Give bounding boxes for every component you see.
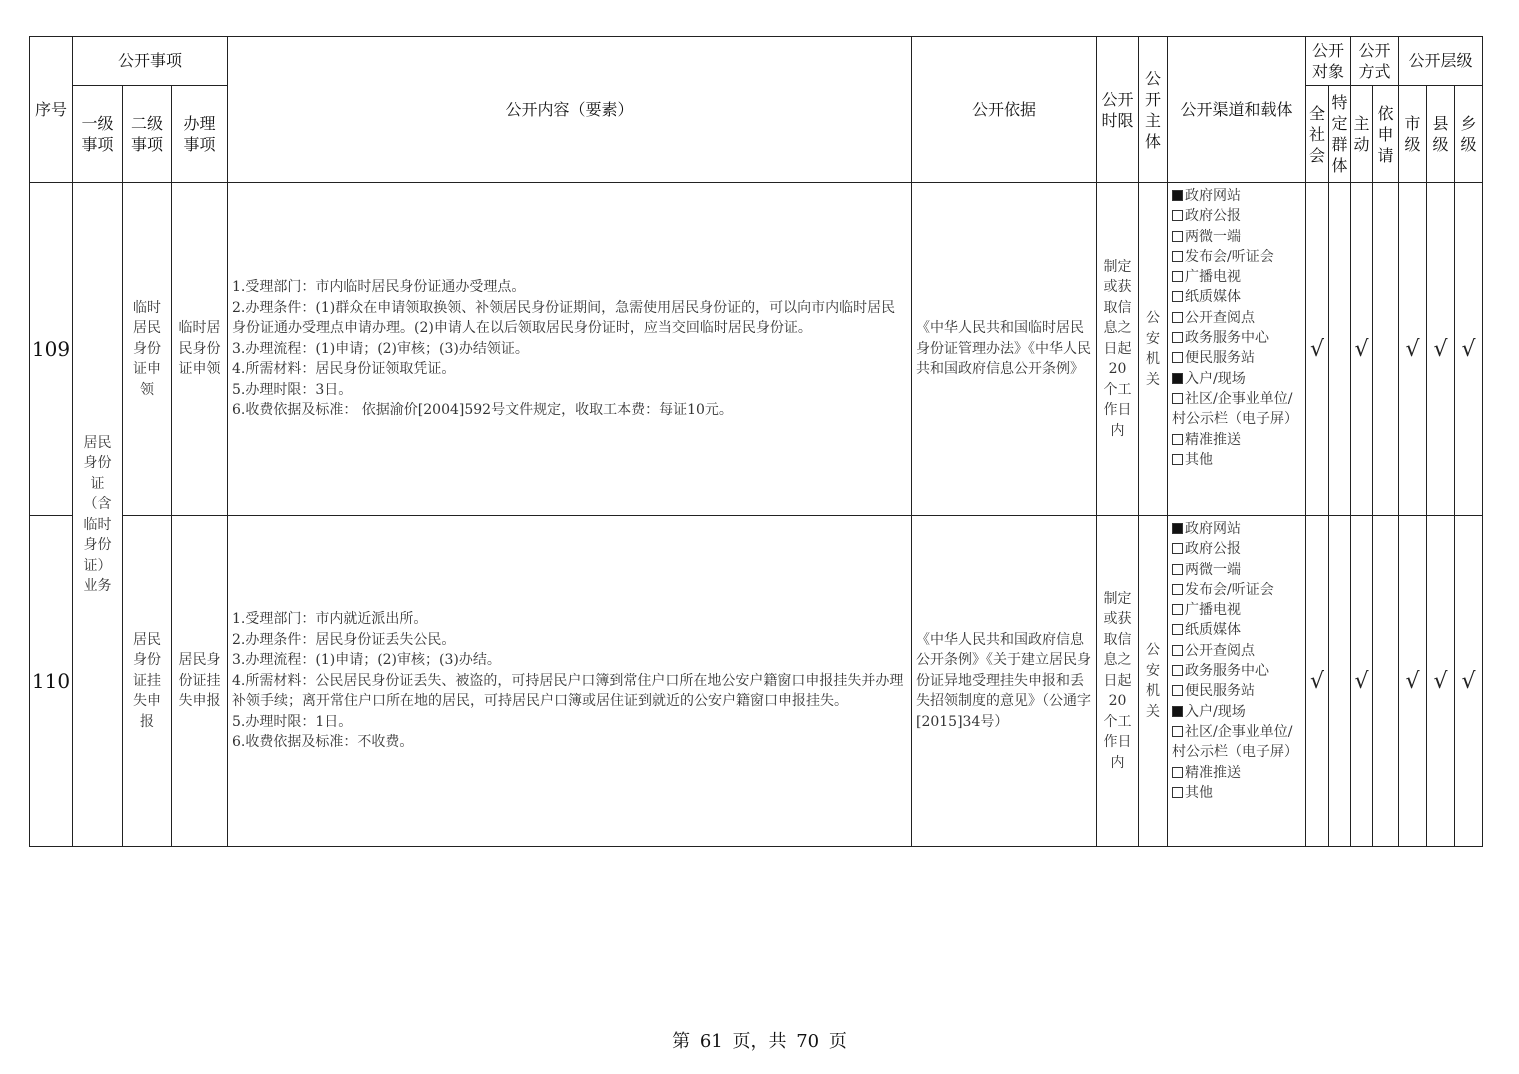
unchecked-box-icon bbox=[1172, 231, 1183, 242]
unchecked-box-icon bbox=[1172, 312, 1183, 323]
channel-item: 政府公报 bbox=[1172, 206, 1301, 226]
content-line: 1.受理部门：市内就近派出所。 bbox=[232, 611, 428, 628]
total-pages: 70 bbox=[796, 1031, 820, 1052]
content-line: 1.受理部门：市内临时居民身份证通办受理点。 bbox=[232, 279, 526, 296]
unchecked-box-icon bbox=[1172, 767, 1183, 778]
level1-cell: 居民身份证（含临时身份证）业务 bbox=[73, 183, 123, 847]
header-level2: 二级事项 bbox=[123, 86, 172, 183]
mark-county: √ bbox=[1427, 516, 1455, 847]
header-level-town: 乡级 bbox=[1455, 86, 1483, 183]
unchecked-box-icon bbox=[1172, 543, 1183, 554]
channel-item: 发布会/听证会 bbox=[1172, 580, 1301, 600]
channel-item: 两微一端 bbox=[1172, 560, 1301, 580]
channel-item: 发布会/听证会 bbox=[1172, 247, 1301, 267]
mark-town: √ bbox=[1455, 183, 1483, 516]
row-seq: 110 bbox=[30, 516, 73, 847]
mark-all: √ bbox=[1306, 516, 1329, 847]
header-time-limit: 公开时限 bbox=[1097, 37, 1139, 183]
header-method-active: 主动 bbox=[1351, 86, 1373, 183]
channel-item: 政府网站 bbox=[1172, 519, 1301, 539]
unchecked-box-icon bbox=[1172, 564, 1183, 575]
unchecked-box-icon bbox=[1172, 332, 1183, 343]
channel-item: 政务服务中心 bbox=[1172, 661, 1301, 681]
channel-item: 社区/企事业单位/村公示栏（电子屏） bbox=[1172, 723, 1298, 761]
channel-item: 入户/现场 bbox=[1172, 369, 1301, 389]
unchecked-box-icon bbox=[1172, 624, 1183, 635]
channel-item: 便民服务站 bbox=[1172, 348, 1301, 368]
content-line: 6.收费依据及标准：不收费。 bbox=[232, 734, 414, 751]
mark-specific bbox=[1329, 516, 1351, 847]
unchecked-box-icon bbox=[1172, 393, 1183, 404]
header-target-specific: 特定群体 bbox=[1329, 86, 1351, 183]
channel-item: 政府公报 bbox=[1172, 539, 1301, 559]
checked-box-icon bbox=[1172, 190, 1183, 201]
mark-specific bbox=[1329, 183, 1351, 516]
time-limit-cell: 制定或获取信息之日起20个工作日内 bbox=[1097, 183, 1139, 516]
header-method: 公开方式 bbox=[1351, 37, 1399, 86]
handle-cell: 居民身份证挂失申报 bbox=[172, 516, 228, 847]
subject-cell: 公安机关 bbox=[1139, 183, 1168, 516]
unchecked-box-icon bbox=[1172, 251, 1183, 262]
channel-item: 两微一端 bbox=[1172, 227, 1301, 247]
footer-mid: 页，共 bbox=[732, 1031, 787, 1052]
channel-item: 政府网站 bbox=[1172, 186, 1301, 206]
time-limit-cell: 制定或获取信息之日起20个工作日内 bbox=[1097, 516, 1139, 847]
content-line: 3.办理流程：(1)申请；(2)审核；(3)办结。 bbox=[232, 652, 501, 669]
header-row-1 bbox=[30, 37, 1483, 86]
header-method-request: 依申请 bbox=[1373, 86, 1399, 183]
unchecked-box-icon bbox=[1172, 352, 1183, 363]
mark-town: √ bbox=[1455, 516, 1483, 847]
unchecked-box-icon bbox=[1172, 685, 1183, 696]
unchecked-box-icon bbox=[1172, 434, 1183, 445]
header-subject: 公开主体 bbox=[1139, 37, 1168, 183]
channel-item: 公开查阅点 bbox=[1172, 308, 1301, 328]
mark-all: √ bbox=[1306, 183, 1329, 516]
unchecked-box-icon bbox=[1172, 210, 1183, 221]
channel-item: 其他 bbox=[1172, 783, 1301, 803]
channel-item: 纸质媒体 bbox=[1172, 620, 1301, 640]
channels-cell bbox=[1168, 183, 1306, 516]
mark-active: √ bbox=[1351, 183, 1373, 516]
channel-item: 便民服务站 bbox=[1172, 681, 1301, 701]
basis-cell: 《中华人民共和国临时居民身份证管理办法》《中华人民共和国政府信息公开条例》 bbox=[912, 183, 1097, 516]
page-number: 61 bbox=[699, 1031, 723, 1052]
channel-item: 其他 bbox=[1172, 450, 1301, 470]
unchecked-box-icon bbox=[1172, 787, 1183, 798]
level2-cell: 居民身份证挂失申报 bbox=[123, 516, 172, 847]
disclosure-table bbox=[29, 36, 1483, 847]
content-line: 6.收费依据及标准： 依据渝价[2004]592号文件规定，收取工本费：每证10元。 bbox=[232, 402, 733, 419]
channel-item: 入户/现场 bbox=[1172, 702, 1301, 722]
content-line: 5.办理时限：1日。 bbox=[232, 713, 353, 730]
unchecked-box-icon bbox=[1172, 584, 1183, 595]
content-line: 4.所需材料：居民身份证领取凭证。 bbox=[232, 361, 456, 378]
channel-item: 广播电视 bbox=[1172, 267, 1301, 287]
table-row bbox=[30, 516, 1483, 847]
page-footer bbox=[0, 1027, 1519, 1053]
row-seq: 109 bbox=[30, 183, 73, 516]
header-level-county: 县级 bbox=[1427, 86, 1455, 183]
subject-cell: 公安机关 bbox=[1139, 516, 1168, 847]
header-target: 公开对象 bbox=[1306, 37, 1351, 86]
checked-box-icon bbox=[1172, 523, 1183, 534]
unchecked-box-icon bbox=[1172, 665, 1183, 676]
unchecked-box-icon bbox=[1172, 645, 1183, 656]
unchecked-box-icon bbox=[1172, 604, 1183, 615]
header-channels: 公开渠道和载体 bbox=[1168, 37, 1306, 183]
header-levels: 公开层级 bbox=[1399, 37, 1483, 86]
header-content: 公开内容（要素） bbox=[228, 37, 912, 183]
content-cell bbox=[228, 183, 912, 516]
content-line: 3.办理流程：(1)申请；(2)审核；(3)办结领证。 bbox=[232, 340, 529, 357]
unchecked-box-icon bbox=[1172, 271, 1183, 282]
content-cell bbox=[228, 516, 912, 847]
channel-item: 社区/企事业单位/村公示栏（电子屏） bbox=[1172, 390, 1298, 428]
header-matters: 公开事项 bbox=[73, 37, 228, 86]
checked-box-icon bbox=[1172, 373, 1183, 384]
footer-prefix: 第 bbox=[672, 1031, 691, 1052]
channels-cell bbox=[1168, 516, 1306, 847]
header-basis: 公开依据 bbox=[912, 37, 1097, 183]
channel-item: 精准推送 bbox=[1172, 430, 1301, 450]
channel-item: 纸质媒体 bbox=[1172, 287, 1301, 307]
mark-request bbox=[1373, 516, 1399, 847]
footer-suffix: 页 bbox=[828, 1031, 847, 1052]
unchecked-box-icon bbox=[1172, 291, 1183, 302]
channel-item: 精准推送 bbox=[1172, 763, 1301, 783]
content-line: 5.办理时限：3日。 bbox=[232, 381, 353, 398]
mark-city: √ bbox=[1399, 516, 1427, 847]
checked-box-icon bbox=[1172, 706, 1183, 717]
header-level-city: 市级 bbox=[1399, 86, 1427, 183]
channel-item: 政务服务中心 bbox=[1172, 328, 1301, 348]
basis-cell: 《中华人民共和国政府信息公开条例》《关于建立居民身份证异地受理挂失申报和丢失招领制度的意见》（公通字[2015]34号） bbox=[912, 516, 1097, 847]
channel-item: 广播电视 bbox=[1172, 600, 1301, 620]
table-row bbox=[30, 183, 1483, 516]
header-target-all: 全社会 bbox=[1306, 86, 1329, 183]
handle-cell: 临时居民身份证申领 bbox=[172, 183, 228, 516]
mark-active: √ bbox=[1351, 516, 1373, 847]
header-level1: 一级事项 bbox=[73, 86, 123, 183]
channel-item: 公开查阅点 bbox=[1172, 641, 1301, 661]
content-line: 4.所需材料：公民居民身份证丢失、被盗的，可持居民户口簿到常住户口所在地公安户籍窗口申报挂失并办理补领手续；离开常住户口所在地的居民，可持居民户口簿或居住证到就近的公安户籍窗口申报挂失。 bbox=[232, 672, 904, 710]
unchecked-box-icon bbox=[1172, 454, 1183, 465]
content-line: 2.办理条件：(1)群众在申请领取换领、补领居民身份证期间，急需使用居民身份证的，可以向市内临时居民身份证通办受理点申请办理。(2)申请人在以后领取居民身份证时，应当交回临时居民身份证。 bbox=[232, 299, 896, 337]
mark-county: √ bbox=[1427, 183, 1455, 516]
unchecked-box-icon bbox=[1172, 726, 1183, 737]
mark-request bbox=[1373, 183, 1399, 516]
header-handle: 办理事项 bbox=[172, 86, 228, 183]
header-seq: 序号 bbox=[30, 37, 73, 183]
mark-city: √ bbox=[1399, 183, 1427, 516]
content-line: 2.办理条件：居民身份证丢失公民。 bbox=[232, 631, 456, 648]
level2-cell: 临时居民身份证申领 bbox=[123, 183, 172, 516]
